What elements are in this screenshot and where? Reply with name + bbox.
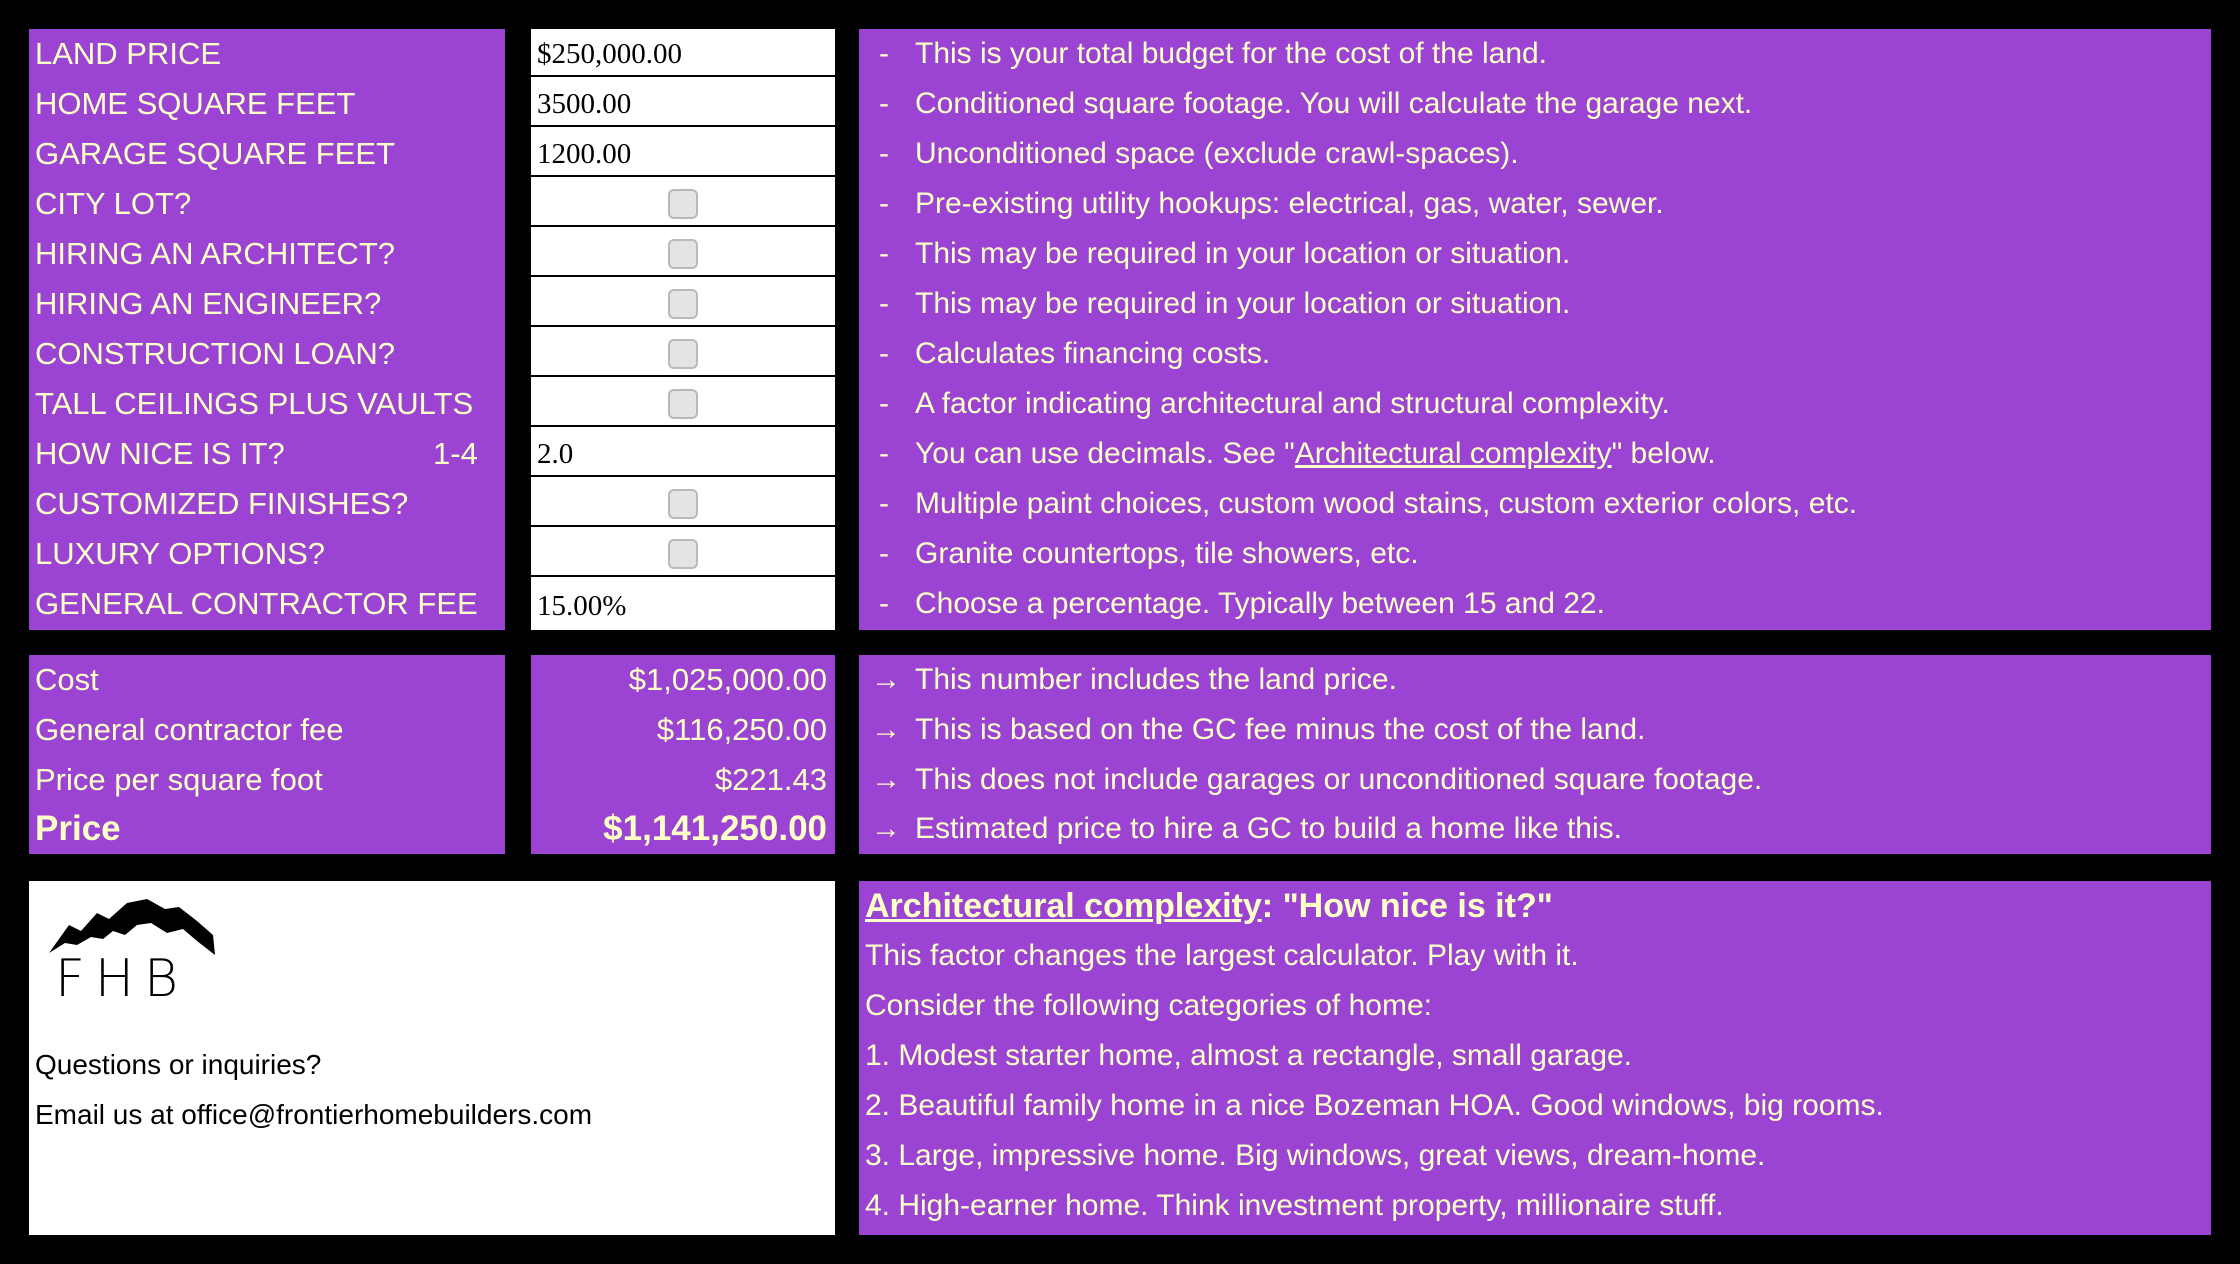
how-nice-row [29, 429, 505, 479]
home-sqft-label: HOME SQUARE FEET [35, 86, 356, 121]
how-nice-input[interactable] [531, 429, 835, 475]
gc-fee-value: $116,250.00 [656, 712, 827, 747]
city-lot-desc: Pre-existing utility hookups: electrical, gas, water, sewer. [915, 187, 1664, 220]
bullet-dash: - [879, 37, 889, 70]
arrow-icon: → [871, 663, 901, 696]
how-nice-label: HOW NICE IS IT? [35, 436, 285, 471]
construction-loan-label: CONSTRUCTION LOAN? [35, 336, 395, 371]
bullet-dash: - [879, 137, 889, 170]
luxury-label: LUXURY OPTIONS? [35, 536, 326, 571]
how-nice-desc-before: You can use decimals. See " [915, 437, 1295, 470]
results-labels-panel [29, 655, 505, 854]
price-value: $1,141,250.00 [603, 809, 827, 848]
engineer-label: HIRING AN ENGINEER? [35, 286, 382, 321]
bullet-dash: - [879, 287, 889, 320]
gc-fee-desc: Choose a percentage. Typically between 15 and 22. [915, 587, 1605, 620]
contact-email: Email us at office@frontierhomebuilders.com [35, 1099, 593, 1130]
tall-ceilings-label: TALL CEILINGS PLUS VAULTS [35, 386, 474, 421]
engineer-desc: This may be required in your location or situation. [915, 287, 1571, 320]
complexity-item: 4. High-earner home. Think investment property, millionaire stuff. [865, 1189, 1724, 1222]
luxury-checkbox[interactable] [668, 539, 698, 569]
results-values-panel [531, 655, 835, 854]
land-price-input[interactable] [531, 29, 835, 75]
arrow-icon: → [871, 713, 901, 746]
complexity-item: 3. Large, impressive home. Big windows, great views, dream-home. [865, 1139, 1766, 1172]
arrow-icon: → [871, 763, 901, 796]
land-price-label: LAND PRICE [35, 36, 222, 71]
price-label: Price [35, 809, 121, 848]
ppsf-value: $221.43 [714, 762, 827, 797]
land-price-desc: This is your total budget for the cost of the land. [915, 37, 1548, 70]
custom-finishes-checkbox[interactable] [668, 489, 698, 519]
inputs-column [531, 29, 835, 630]
cost-label: Cost [35, 662, 99, 697]
tall-ceilings-desc: A factor indicating architectural and structural complexity. [915, 387, 1670, 420]
city-lot-checkbox[interactable] [668, 189, 698, 219]
price-desc: Estimated price to hire a GC to build a home like this. [915, 812, 1622, 845]
bullet-dash: - [879, 537, 889, 570]
custom-finishes-label: CUSTOMIZED FINISHES? [35, 486, 409, 521]
architect-checkbox[interactable] [668, 239, 698, 269]
complexity-title-rest: : "How nice is it?" [1261, 886, 1553, 925]
complexity-item: 1. Modest starter home, almost a rectangle, small garage. [865, 1039, 1633, 1072]
arrow-icon: → [871, 812, 901, 845]
bullet-dash: - [879, 337, 889, 370]
complexity-intro-1: This factor changes the largest calculator. Play with it. [865, 939, 1579, 972]
bullet-dash: - [879, 437, 889, 470]
bullet-dash: - [879, 587, 889, 620]
garage-sqft-desc: Unconditioned space (exclude crawl-spaces). [915, 137, 1519, 170]
complexity-title [859, 881, 2211, 931]
gc-fee-label: GENERAL CONTRACTOR FEE [35, 586, 478, 621]
cost-value: $1,025,000.00 [628, 662, 827, 697]
bullet-dash: - [879, 87, 889, 120]
inputs-labels-panel [29, 29, 505, 630]
city-lot-label: CITY LOT? [35, 186, 192, 221]
tall-ceilings-checkbox[interactable] [668, 389, 698, 419]
complexity-panel [859, 881, 2211, 1235]
fhb-logo-text: FHB [55, 949, 189, 1009]
how-nice-desc [915, 437, 1716, 471]
engineer-checkbox[interactable] [668, 289, 698, 319]
gc-fee-result-label: General contractor fee [35, 712, 344, 747]
architect-desc: This may be required in your location or situation. [915, 237, 1571, 270]
fhb-logo [47, 895, 217, 1009]
bullet-dash: - [879, 387, 889, 420]
ppsf-label: Price per square foot [35, 762, 323, 797]
complexity-title-link[interactable]: Architectural complexity [865, 886, 1262, 925]
complexity-item: 2. Beautiful family home in a nice Bozeman HOA. Good windows, big rooms. [865, 1089, 1884, 1122]
bullet-dash: - [879, 237, 889, 270]
garage-sqft-input[interactable] [531, 129, 835, 175]
ppsf-desc: This does not include garages or unconditioned square footage. [915, 763, 1763, 796]
home-sqft-desc: Conditioned square footage. You will calculate the garage next. [915, 87, 1753, 120]
gc-fee-input[interactable] [531, 579, 835, 630]
garage-sqft-label: GARAGE SQUARE FEET [35, 136, 396, 171]
how-nice-desc-after: " below. [1611, 437, 1716, 470]
construction-loan-desc: Calculates financing costs. [915, 337, 1271, 370]
luxury-desc: Granite countertops, tile showers, etc. [915, 537, 1419, 570]
complexity-intro-2: Consider the following categories of home: [865, 989, 1432, 1022]
custom-finishes-desc: Multiple paint choices, custom wood stains, custom exterior colors, etc. [915, 487, 1858, 520]
contact-panel [29, 881, 835, 1235]
architectural-complexity-link[interactable]: Architectural complexity [1294, 437, 1612, 470]
how-nice-range: 1-4 [433, 436, 478, 471]
architect-label: HIRING AN ARCHITECT? [35, 236, 395, 271]
construction-loan-checkbox[interactable] [668, 339, 698, 369]
bullet-dash: - [879, 187, 889, 220]
contact-question: Questions or inquiries? [35, 1049, 322, 1080]
gc-fee-result-desc: This is based on the GC fee minus the cost of the land. [915, 713, 1646, 746]
home-sqft-input[interactable] [531, 79, 835, 125]
inputs-descriptions-panel [859, 29, 2211, 630]
cost-desc: This number includes the land price. [915, 663, 1397, 696]
results-descriptions-panel [859, 655, 2211, 854]
bullet-dash: - [879, 487, 889, 520]
